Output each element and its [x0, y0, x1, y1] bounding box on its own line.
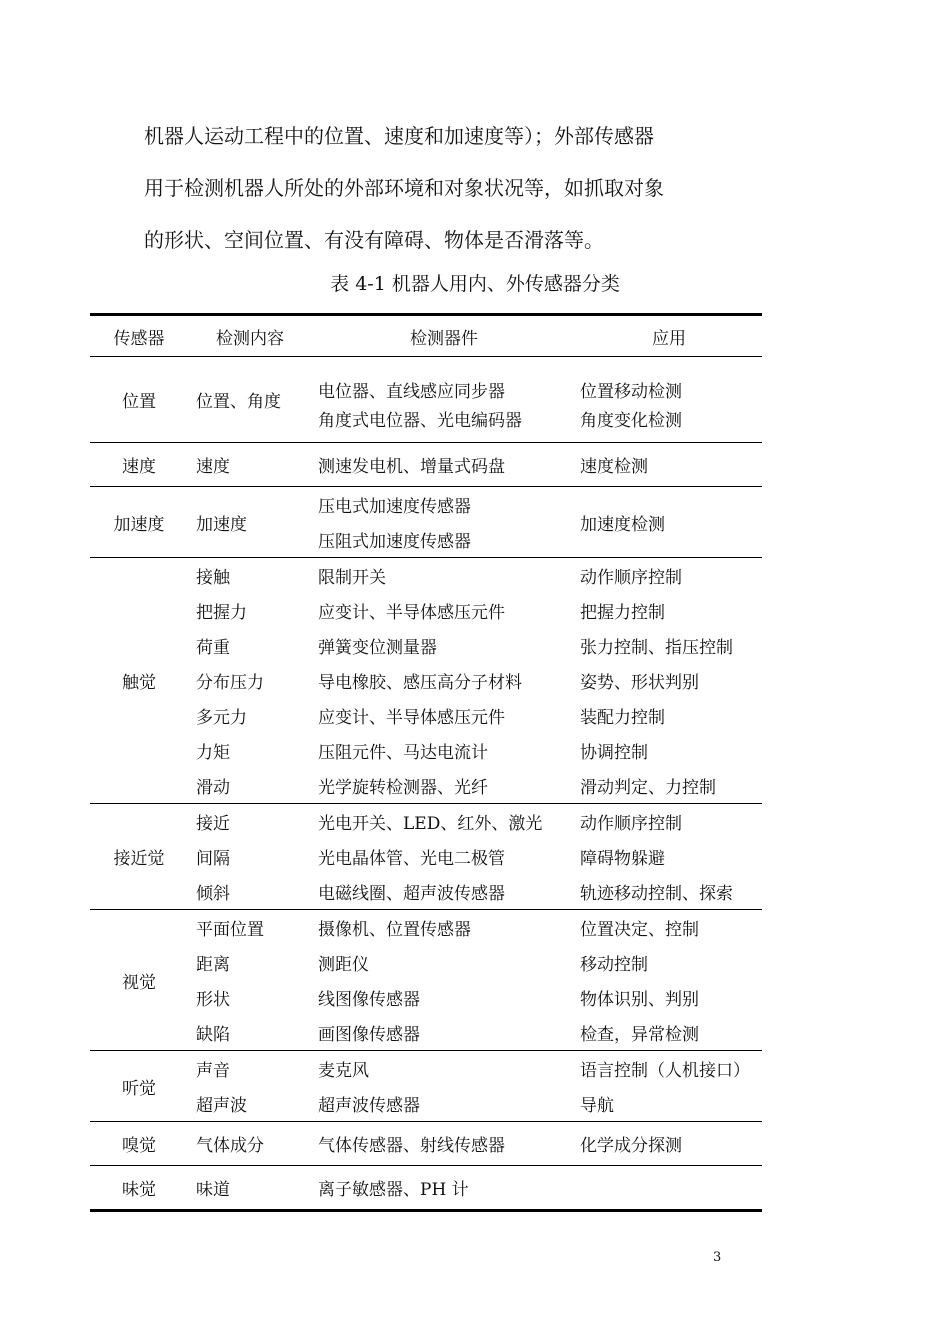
table-row — [90, 874, 762, 910]
application-cell: 动作顺序控制 — [576, 558, 762, 594]
table-row — [90, 1086, 762, 1122]
content-cell: 形状 — [196, 990, 230, 1010]
application-cell: 位置决定、控制 — [576, 910, 762, 946]
table-row — [90, 593, 762, 628]
table-row — [90, 1051, 762, 1087]
application-cell: 语言控制（人机接口） — [576, 1051, 762, 1087]
content-cell: 接近 — [188, 804, 312, 840]
device-cell: 应变计、半导体感压元件 — [318, 708, 505, 728]
application-cell: 张力控制、指压控制 — [580, 638, 733, 658]
sensor-cell: 触觉 — [90, 558, 188, 804]
application-cell: 姿势、形状判别 — [580, 673, 699, 693]
sensor-cell: 嗅觉 — [90, 1122, 188, 1166]
device-cell: 角度式电位器、光电编码器 — [318, 411, 522, 431]
content-cell: 滑动 — [196, 778, 230, 798]
content-cell: 平面位置 — [188, 910, 312, 946]
table-row — [90, 628, 762, 663]
device-cell: 气体传感器、射线传感器 — [312, 1122, 576, 1166]
device-cell: 限制开关 — [312, 558, 576, 594]
table-caption: 表 4-1 机器人用内、外传感器分类 — [330, 273, 620, 295]
device-cell: 测距仪 — [318, 955, 369, 975]
table-row — [90, 698, 762, 733]
content-cell: 声音 — [188, 1051, 312, 1087]
device-cell: 压阻元件、马达电流计 — [318, 743, 488, 763]
device-cell: 压电式加速度传感器 — [312, 487, 576, 523]
device-cell: 应变计、半导体感压元件 — [318, 603, 505, 623]
sensor-cell: 速度 — [90, 443, 188, 487]
content-cell: 速度 — [188, 443, 312, 487]
device-cell: 超声波传感器 — [318, 1096, 420, 1116]
sensor-cell: 听觉 — [90, 1051, 188, 1122]
application-cell: 动作顺序控制 — [576, 804, 762, 840]
device-cell: 摄像机、位置传感器 — [312, 910, 576, 946]
table-row — [90, 558, 762, 594]
device-cell: 光学旋转检测器、光纤 — [318, 778, 488, 798]
table-row — [90, 1166, 762, 1211]
content-cell: 多元力 — [196, 708, 247, 728]
content-cell: 荷重 — [196, 638, 230, 658]
application-cell: 化学成分探测 — [576, 1122, 762, 1166]
device-cell: 电位器、直线感应同步器 — [318, 382, 505, 402]
content-cell: 缺陷 — [196, 1025, 230, 1045]
content-cell: 超声波 — [196, 1096, 247, 1116]
table-row — [90, 804, 762, 840]
header-application: 应用 — [576, 315, 762, 357]
application-cell: 装配力控制 — [580, 708, 665, 728]
header-device: 检测器件 — [312, 315, 576, 357]
table-header-row — [90, 315, 762, 357]
page-number: 3 — [713, 1250, 722, 1265]
header-content: 检测内容 — [188, 315, 312, 357]
application-cell: 速度检测 — [576, 443, 762, 487]
content-cell: 接触 — [188, 558, 312, 594]
content-cell: 间隔 — [196, 849, 230, 869]
application-cell: 加速度检测 — [576, 487, 762, 558]
device-cell: 测速发电机、增量式码盘 — [312, 443, 576, 487]
table-row — [90, 357, 762, 405]
application-cell: 角度变化检测 — [580, 411, 682, 431]
device-cell: 离子敏感器、PH 计 — [312, 1166, 576, 1211]
sensor-cell: 味觉 — [90, 1166, 188, 1211]
sensor-cell: 加速度 — [90, 487, 188, 558]
content-cell: 气体成分 — [188, 1122, 312, 1166]
application-cell: 协调控制 — [580, 743, 648, 763]
device-cell: 光电晶体管、光电二极管 — [318, 849, 505, 869]
sensor-classification-table — [90, 313, 762, 1212]
application-cell: 位置移动检测 — [580, 382, 682, 402]
sensor-cell: 位置 — [122, 392, 156, 412]
device-cell: 压阻式加速度传感器 — [318, 532, 471, 552]
table-row — [90, 1015, 762, 1051]
device-cell: 电磁线圈、超声波传感器 — [318, 884, 505, 904]
content-cell: 味道 — [188, 1166, 312, 1211]
application-cell: 物体识别、判别 — [580, 990, 699, 1010]
paragraph-line: 机器人运动工程中的位置、速度和加速度等）；外部传感器 — [144, 124, 654, 148]
table-row — [90, 1122, 762, 1166]
content-cell: 位置、角度 — [196, 392, 281, 412]
sensor-cell: 视觉 — [90, 910, 188, 1051]
application-cell: 轨迹移动控制、探索 — [580, 884, 733, 904]
device-cell: 线图像传感器 — [318, 990, 420, 1010]
table-row — [90, 910, 762, 946]
content-cell: 距离 — [196, 955, 230, 975]
device-cell: 光电开关、LED、红外、激光 — [312, 804, 576, 840]
table-row — [90, 839, 762, 874]
device-cell: 麦克风 — [312, 1051, 576, 1087]
device-cell: 导电橡胶、感压高分子材料 — [318, 673, 522, 693]
content-cell: 加速度 — [188, 487, 312, 558]
body-paragraph — [144, 110, 784, 266]
application-cell: 导航 — [580, 1096, 614, 1116]
table-row — [90, 733, 762, 768]
table-row — [90, 945, 762, 980]
application-cell — [576, 1166, 762, 1211]
table-row — [90, 768, 762, 804]
content-cell: 把握力 — [196, 603, 247, 623]
table-row — [90, 443, 762, 487]
content-cell: 倾斜 — [196, 884, 230, 904]
application-cell: 检查，异常检测 — [580, 1025, 699, 1045]
paragraph-line: 的形状、空间位置、有没有障碍、物体是否滑落等。 — [144, 228, 604, 252]
table-row — [90, 980, 762, 1015]
application-cell: 滑动判定、力控制 — [580, 778, 716, 798]
paragraph-line: 用于检测机器人所处的外部环境和对象状况等，如抓取对象 — [144, 176, 664, 200]
table-row — [90, 663, 762, 698]
device-cell: 画图像传感器 — [318, 1025, 420, 1045]
content-cell: 分布压力 — [196, 673, 264, 693]
application-cell: 把握力控制 — [580, 603, 665, 623]
header-sensor: 传感器 — [90, 315, 188, 357]
sensor-cell: 接近觉 — [90, 804, 188, 910]
application-cell: 移动控制 — [580, 955, 648, 975]
content-cell: 力矩 — [196, 743, 230, 763]
application-cell: 障碍物躲避 — [580, 849, 665, 869]
device-cell: 弹簧变位测量器 — [318, 638, 437, 658]
table-row — [90, 487, 762, 523]
